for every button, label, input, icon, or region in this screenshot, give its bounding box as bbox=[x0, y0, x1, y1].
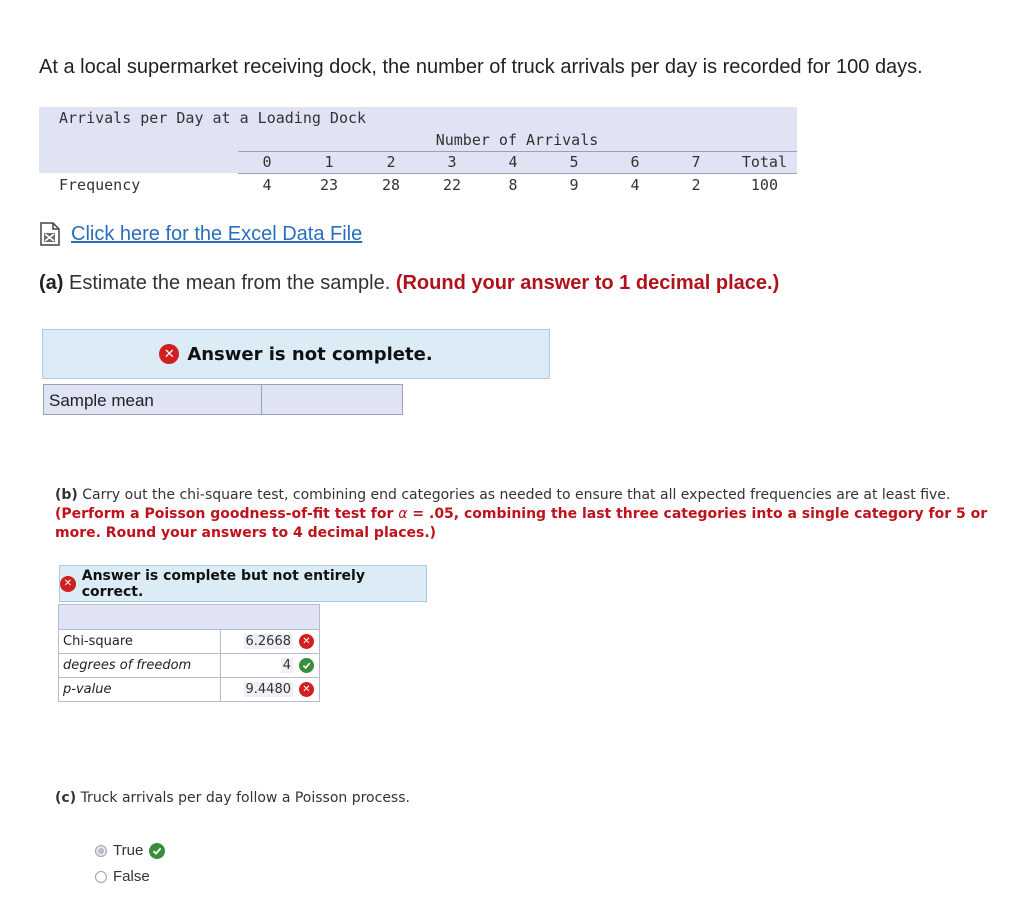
frequency-value: 4 bbox=[630, 176, 640, 194]
radio-true[interactable] bbox=[95, 845, 107, 857]
check-icon bbox=[149, 843, 165, 859]
part-b-question bbox=[55, 486, 1015, 543]
frequency-value: 23 bbox=[319, 176, 339, 194]
p-value-input[interactable]: 9.4480 bbox=[245, 682, 291, 697]
arrivals-table bbox=[39, 107, 797, 195]
part-b-label: (b) bbox=[55, 487, 78, 503]
part-b-text: Carry out the chi-square test, combining end categories as needed to ensure that all expected frequencies are at least five. bbox=[82, 487, 951, 503]
column-header: 5 bbox=[569, 153, 579, 171]
part-a-instruction: (Round your answer to 1 decimal place.) bbox=[395, 272, 780, 294]
group-header: Number of Arrivals bbox=[435, 131, 599, 149]
frequency-value: 9 bbox=[569, 176, 579, 194]
frequency-value: 8 bbox=[508, 176, 518, 194]
row-label-chi-square: Chi-square bbox=[59, 630, 221, 653]
incorrect-icon: ✕ bbox=[299, 634, 314, 649]
part-a-text: Estimate the mean from the sample. bbox=[69, 272, 391, 294]
row-label-frequency: Frequency bbox=[59, 176, 141, 194]
table-row bbox=[58, 654, 320, 678]
row-label-degrees-of-freedom: degrees of freedom bbox=[59, 654, 221, 677]
incorrect-icon: ✕ bbox=[159, 344, 179, 364]
header-underline bbox=[238, 173, 797, 174]
excel-file-icon bbox=[39, 222, 61, 246]
column-header: 1 bbox=[324, 153, 334, 171]
option-false[interactable] bbox=[95, 868, 150, 885]
part-c-label: (c) bbox=[55, 790, 77, 806]
option-true-label: True bbox=[113, 842, 144, 859]
results-header bbox=[58, 604, 320, 630]
incorrect-icon: ✕ bbox=[299, 682, 314, 697]
option-true[interactable] bbox=[95, 842, 165, 859]
part-a-status-text: Answer is not complete. bbox=[187, 343, 433, 365]
degrees-of-freedom-input[interactable]: 4 bbox=[282, 658, 291, 673]
part-c-text: Truck arrivals per day follow a Poisson process. bbox=[80, 790, 410, 806]
part-b-instruction-post: = .05, combining the last three categories into a single category for 5 or more. Round your answers to 4 decimal places.) bbox=[55, 506, 988, 541]
frequency-value: 4 bbox=[262, 176, 272, 194]
sample-mean-row bbox=[43, 384, 403, 416]
table-row bbox=[58, 630, 320, 654]
excel-link-text[interactable]: Click here for the Excel Data File bbox=[71, 222, 363, 245]
column-header: 6 bbox=[630, 153, 640, 171]
check-icon bbox=[299, 658, 314, 673]
excel-data-link[interactable] bbox=[39, 222, 362, 246]
frequency-total: 100 bbox=[750, 176, 778, 194]
alpha-symbol: α bbox=[398, 506, 408, 522]
chi-square-input[interactable]: 6.2668 bbox=[245, 634, 291, 649]
frequency-value: 28 bbox=[381, 176, 401, 194]
radio-false[interactable] bbox=[95, 871, 107, 883]
column-header: 2 bbox=[386, 153, 396, 171]
column-header: 4 bbox=[508, 153, 518, 171]
table-row bbox=[58, 678, 320, 702]
part-a-status-banner bbox=[42, 329, 550, 379]
sample-mean-input[interactable] bbox=[262, 384, 403, 415]
part-c-question bbox=[55, 790, 410, 806]
frequency-value: 22 bbox=[442, 176, 462, 194]
option-false-label: False bbox=[113, 868, 150, 885]
column-header: 0 bbox=[262, 153, 272, 171]
part-b-status-banner bbox=[59, 565, 427, 602]
part-b-status-text: Answer is complete but not entirely correct. bbox=[81, 567, 365, 600]
part-b-instruction-pre: (Perform a Poisson goodness-of-fit test for bbox=[55, 506, 399, 522]
table-title: Arrivals per Day at a Loading Dock bbox=[59, 109, 367, 127]
problem-intro: At a local supermarket receiving dock, the number of truck arrivals per day is recorded for 100 days. bbox=[39, 56, 923, 78]
incorrect-icon: ✕ bbox=[60, 576, 76, 592]
sample-mean-label: Sample mean bbox=[43, 384, 262, 415]
column-header: 7 bbox=[691, 153, 701, 171]
chi-square-results-table bbox=[58, 604, 320, 702]
part-a-label: (a) bbox=[39, 272, 64, 294]
column-header-total: Total bbox=[741, 153, 787, 171]
frequency-value: 2 bbox=[691, 176, 701, 194]
group-underline bbox=[238, 151, 797, 152]
column-header: 3 bbox=[447, 153, 457, 171]
part-a-question bbox=[39, 272, 779, 295]
row-label-p-value: p-value bbox=[59, 678, 221, 701]
